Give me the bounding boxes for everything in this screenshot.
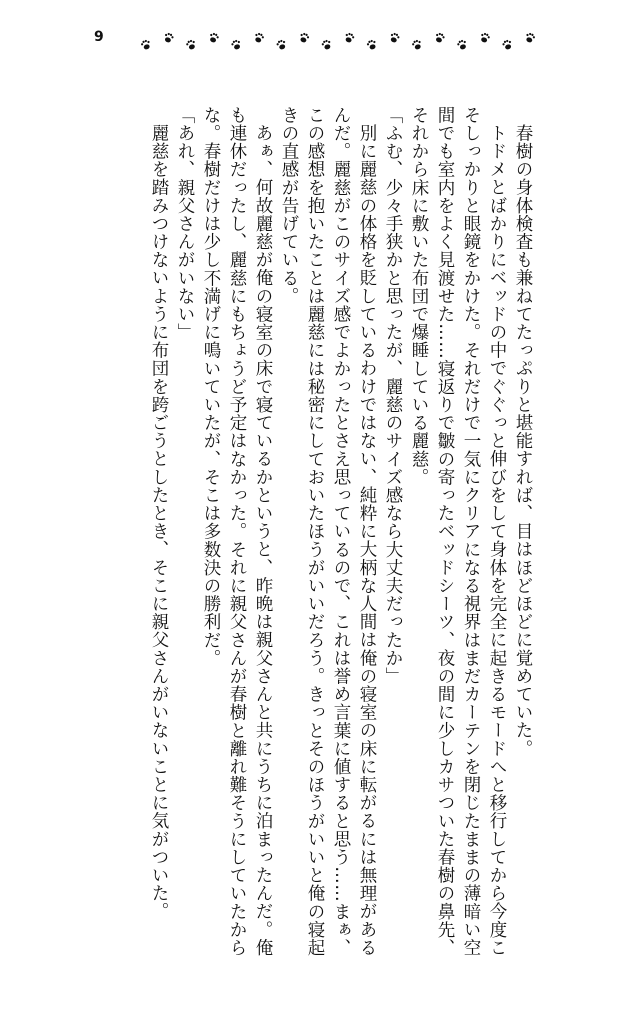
narration-paragraph: トドメとばかりにベッドの中でぐぐっと伸びをして身体を完全に起きるモードへと移行してから今度こそしっかりと眼鏡をかけた。それだけで一気にクリアになる視界はまだカーテンを閉じたままの薄暗い空間でも室内をよく見渡せた……寝返りで皺の寄ったベッドシーツ、夜の間に少しカサついた春樹の鼻先、それから床に敷いた布団で爆睡している麗慈。 [409,106,507,957]
dialogue-line: 「ふむ、少々手狭かと思ったが、麗慈のサイズ感なら大丈夫だったか」 [383,106,403,686]
paw-print-icon [321,39,333,51]
novel-text [96,106,536,964]
paw-print-icon [163,32,175,44]
paw-print-icon [253,32,265,44]
paw-print-icon [456,39,468,51]
paw-print-icon [366,39,378,51]
narration-paragraph: 春樹の身体検査も兼ねてたっぷりと堪能すれば、目はほどほどに覚めていた。 [513,123,533,757]
paw-print-icon [479,32,491,44]
paw-print-icon [276,39,288,51]
paw-print-icon [185,39,197,51]
paw-print-icon [344,32,356,44]
dialogue-line: 「あれ、親父さんがいない」 [175,106,195,342]
paw-print-icon [502,39,514,51]
paw-print-decoration [138,26,538,56]
paw-print-icon [434,32,446,44]
narration-paragraph: 別に麗慈の体格を貶しているわけではない、純粋に大柄な人間は俺の寝室の床に転がるには無理があるんだ。麗慈がこのサイズ感でよかったとさえ思っているので、これは誉め言葉に値すると思う……まぁ、この感想を抱いたことは麗慈には秘密にしておいたほうがいいだろう。きっとそのほうがいいと俺の寝起きの直感が告げている。 [279,106,377,957]
paw-print-icon [140,39,152,51]
paw-print-icon [298,32,310,44]
page-number: 9 [94,29,104,45]
paw-print-trail [138,26,538,56]
narration-paragraph: あぁ、何故麗慈が俺の寝室の床で寝ているかというと、昨晩は親父さんと共にうちに泊まったんだ。俺も連休だったし、麗慈にもちょうど予定はなかった。それに親父さんが春樹と離れ難そうにしていたからな。春樹だけは少し不満げに鳴いていたが、そこは多数決の勝利だ。 [201,106,273,957]
paw-print-icon [389,32,401,44]
paw-print-icon [208,32,220,44]
narration-paragraph: 麗慈を踏みつけないように布団を跨ごうとしたとき、そこに親父さんがいないことに気がついた。 [149,123,169,920]
paw-print-icon [524,32,536,44]
paw-print-icon [411,39,423,51]
paw-print-icon [230,39,242,51]
